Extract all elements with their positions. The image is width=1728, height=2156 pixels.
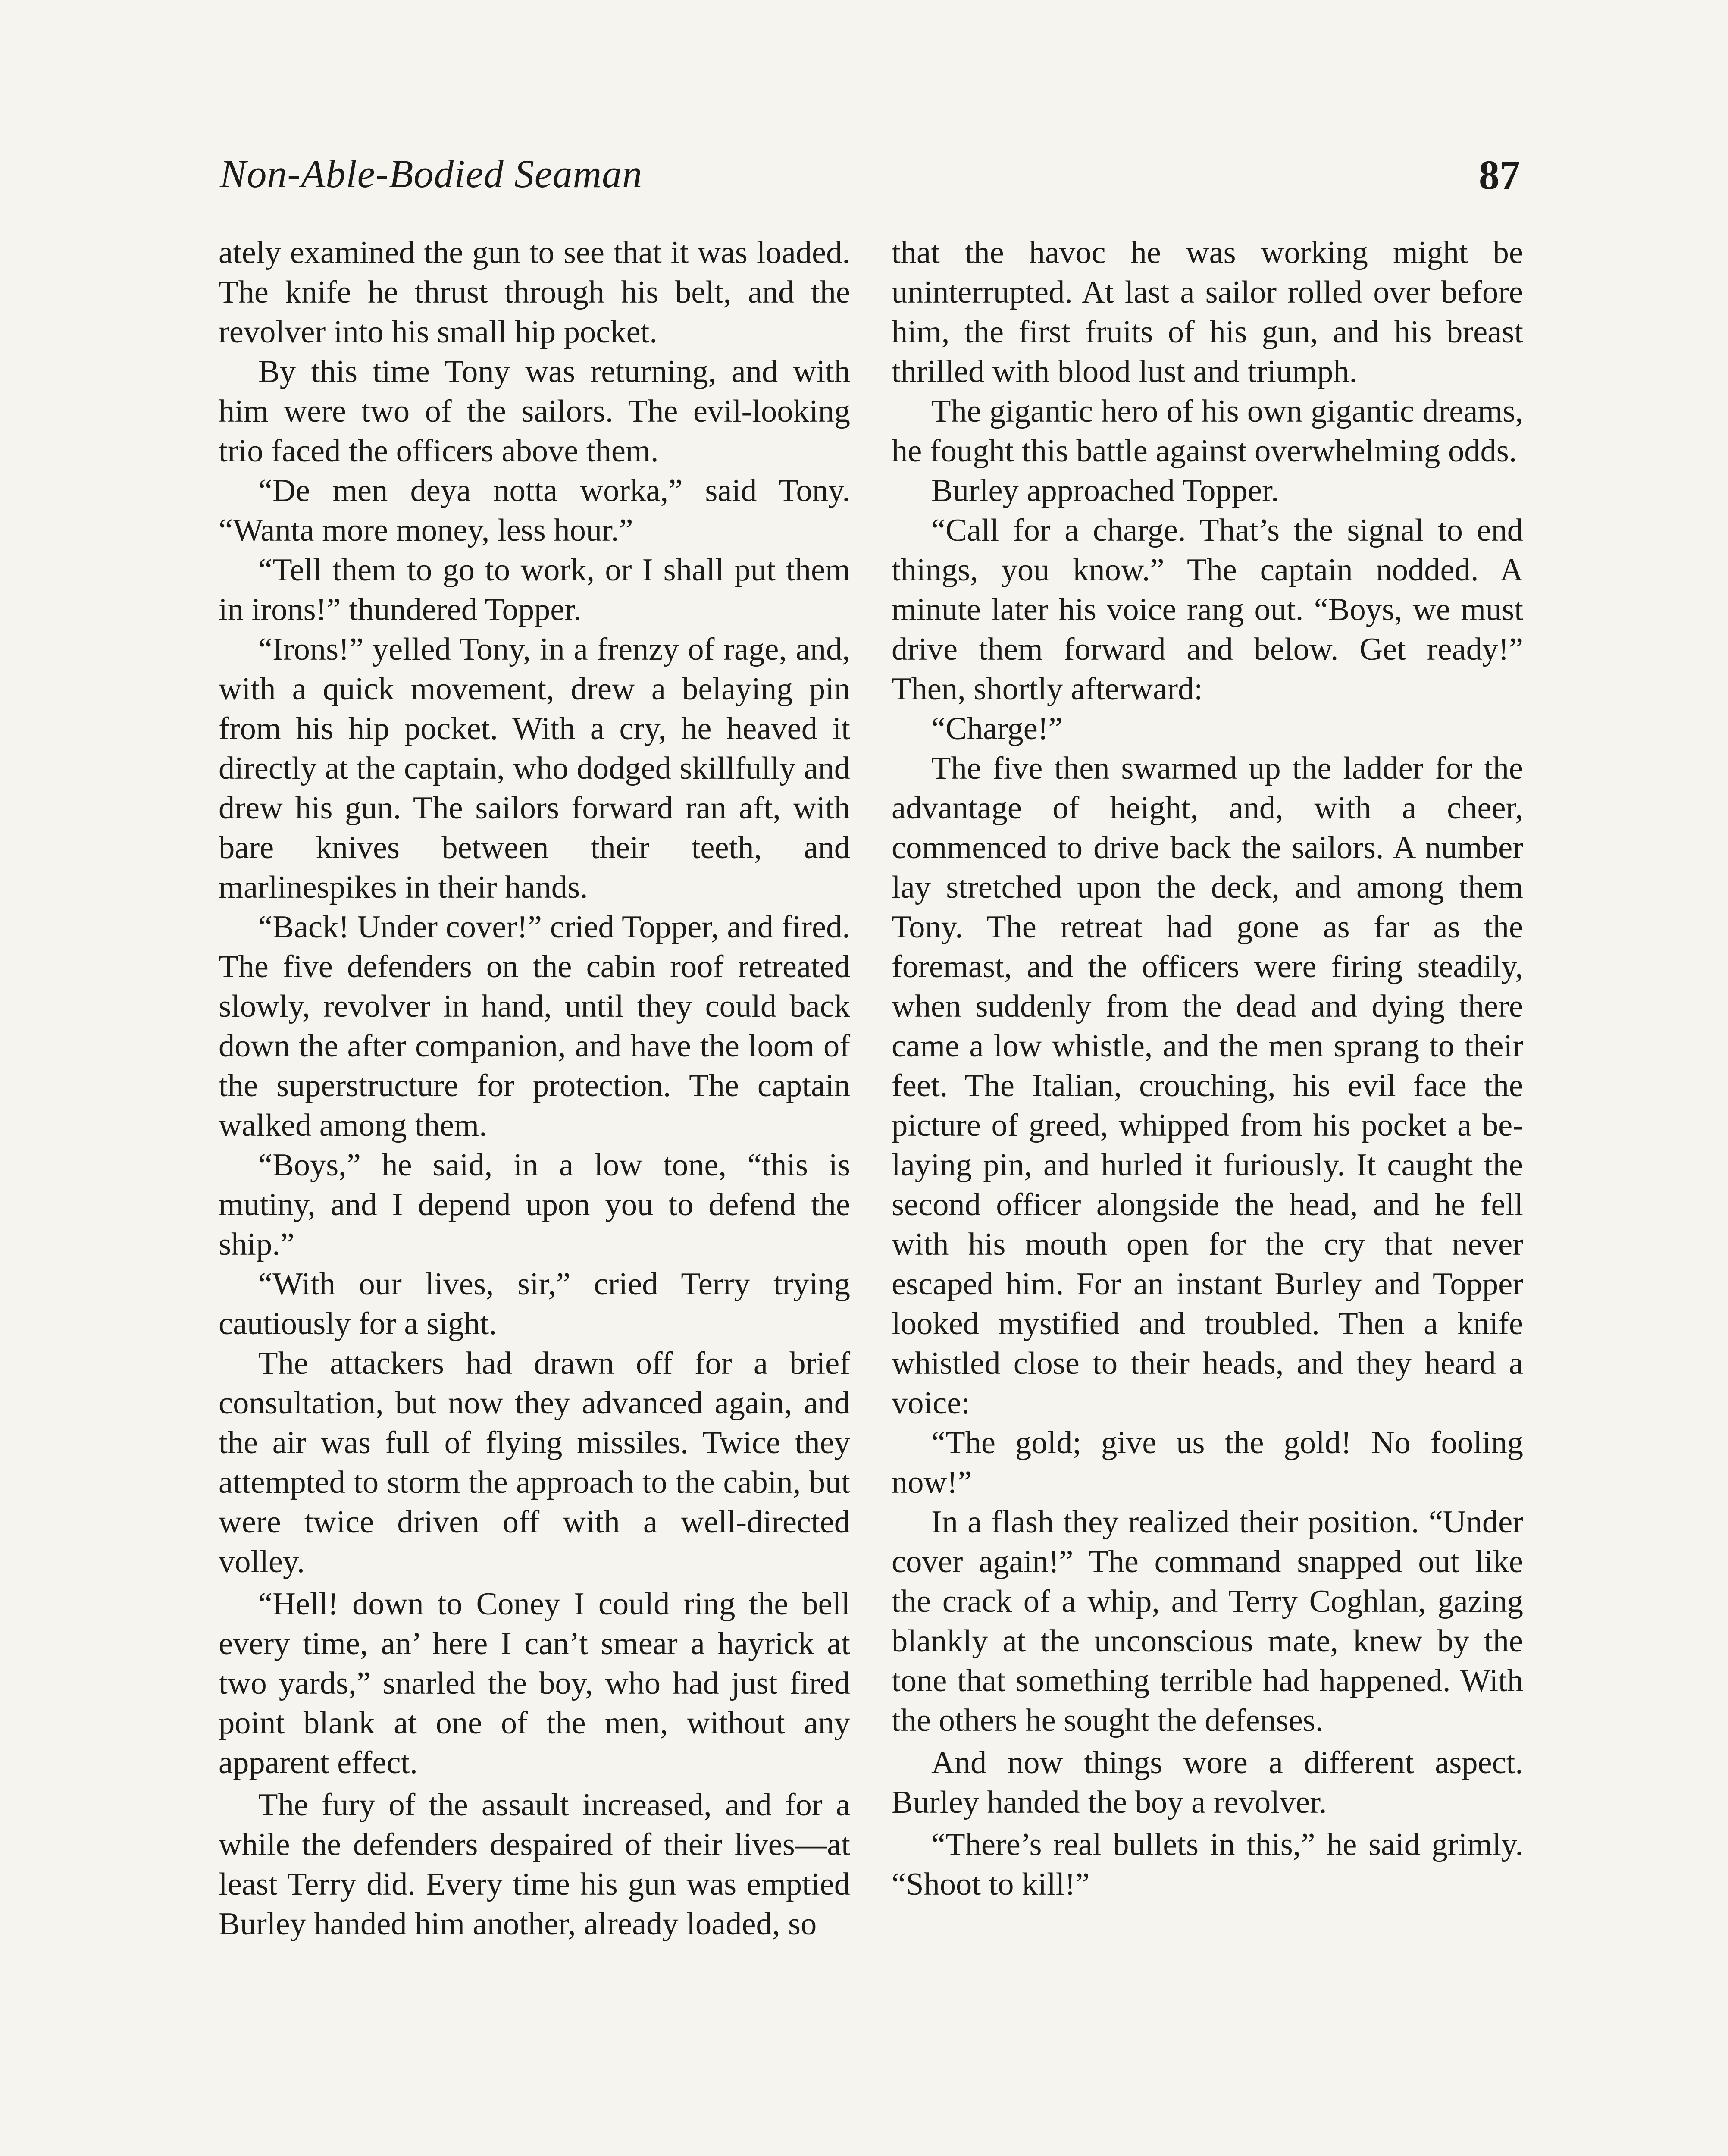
paragraph: And now things wore a different aspect. Burley handed the boy a revolver. <box>892 1745 1523 1820</box>
paragraph: By this time Tony was returning, and with him were two of the sailors. The evil-looking trio faced the officers above them. <box>219 354 850 469</box>
chapter-title: Non-Able-Bodied Seaman <box>220 152 643 196</box>
paragraph: “The gold; give us the gold! No fooling now!” <box>892 1425 1523 1500</box>
paragraph: that the havoc he was working might be uninterrupted. At last a sailor rolled over before him, the first fruits of his gun, and his breast thrilled with blood lust and triumph. <box>892 235 1523 389</box>
paragraph: The gigantic hero of his own gigantic dreams, he fought this battle against overwhelming odds. <box>892 394 1523 469</box>
paragraph: ately examined the gun to see that it was loaded. The knife he thrust through his belt, and the revolver into his small hip pocket. <box>219 235 850 350</box>
paragraph: “Tell them to go to work, or I shall put them in irons!” thundered Topper. <box>219 552 850 627</box>
paragraph: The fury of the assault increased, and for a while the defenders despaired of their lives—at least Terry did. Every time his gun was emptied Burley handed him another, already loaded, so <box>219 1787 850 1942</box>
paragraph: Burley approached Topper. <box>931 473 1279 508</box>
paragraph: “There’s real bullets in this,” he said grimly. “Shoot to kill!” <box>892 1827 1523 1902</box>
paragraph: “De men deya notta worka,” said Tony. “Wanta more money, less hour.” <box>219 473 850 548</box>
paragraph: “With our lives, sir,” cried Terry trying cautiously for a sight. <box>219 1266 850 1341</box>
paragraph: The attackers had drawn off for a brief consultation, but now they advanced again, and the air was full of flying missiles. Twice they attempted to storm the approach to the cabin, but were twice driven off with a well-directed volley. <box>219 1346 850 1579</box>
paragraph: “Charge!” <box>931 711 1063 746</box>
paragraph: “Back! Under cover!” cried Topper, and fired. The five defenders on the cabin roof retreated slowly, revolver in hand, until they could back down the after companion, and have the loom of the superstructure for protection. The captain walked among them. <box>219 909 850 1143</box>
page-number: 87 <box>1479 152 1520 198</box>
paragraph: “Boys,” he said, in a low tone, “this is mutiny, and I depend upon you to defend the ship.” <box>219 1147 850 1262</box>
paragraph: The five then swarmed up the ladder for the advantage of height, and, with a cheer, commenced to drive back the sailors. A number lay stretched upon the deck, and among them Tony. The retreat had gone as far as the foremast, and the officers were firing steadily, when suddenly from the dead and dying there came a low whistle, and the men sprang to their feet. The Italian, crouching, his evil face the picture of greed, whipped from his pocket a belaying pin, and hurled it furiously. It caught the second officer alongside the head, and he fell with his mouth open for the cry that never escaped him. For an instant Burley and Topper looked mystified and troubled. Then a knife whistled close to their heads, and they heard a voice: <box>892 751 1523 1421</box>
paragraph: “Call for a charge. That’s the signal to end things, you know.” The captain nodded. A minute later his voice rang out. “Boys, we must drive them forward and below. Get ready!” Then, shortly afterward: <box>892 513 1523 707</box>
running-head <box>220 151 1520 211</box>
paragraph: “Irons!” yelled Tony, in a frenzy of rage, and, with a quick movement, drew a belaying pin from his hip pocket. With a cry, he heaved it directly at the captain, who dodged skillfully and drew his gun. The sailors forward ran aft, with bare knives between their teeth, and marlinespikes in their hands. <box>219 632 850 905</box>
text-column-left <box>219 233 850 1944</box>
paragraph: In a flash they realized their position. “Under cover again!” The command snapped out like the crack of a whip, and Terry Coghlan, gazing blankly at the unconscious mate, knew by the tone that something terrible had happened. With the others he sought the defenses. <box>892 1504 1523 1738</box>
paragraph: “Hell! down to Coney I could ring the bell every time, an’ here I can’t smear a hayrick at two yards,” snarled the boy, who had just fired point blank at one of the men, without any apparent effect. <box>219 1586 850 1780</box>
text-column-right <box>892 233 1523 1904</box>
